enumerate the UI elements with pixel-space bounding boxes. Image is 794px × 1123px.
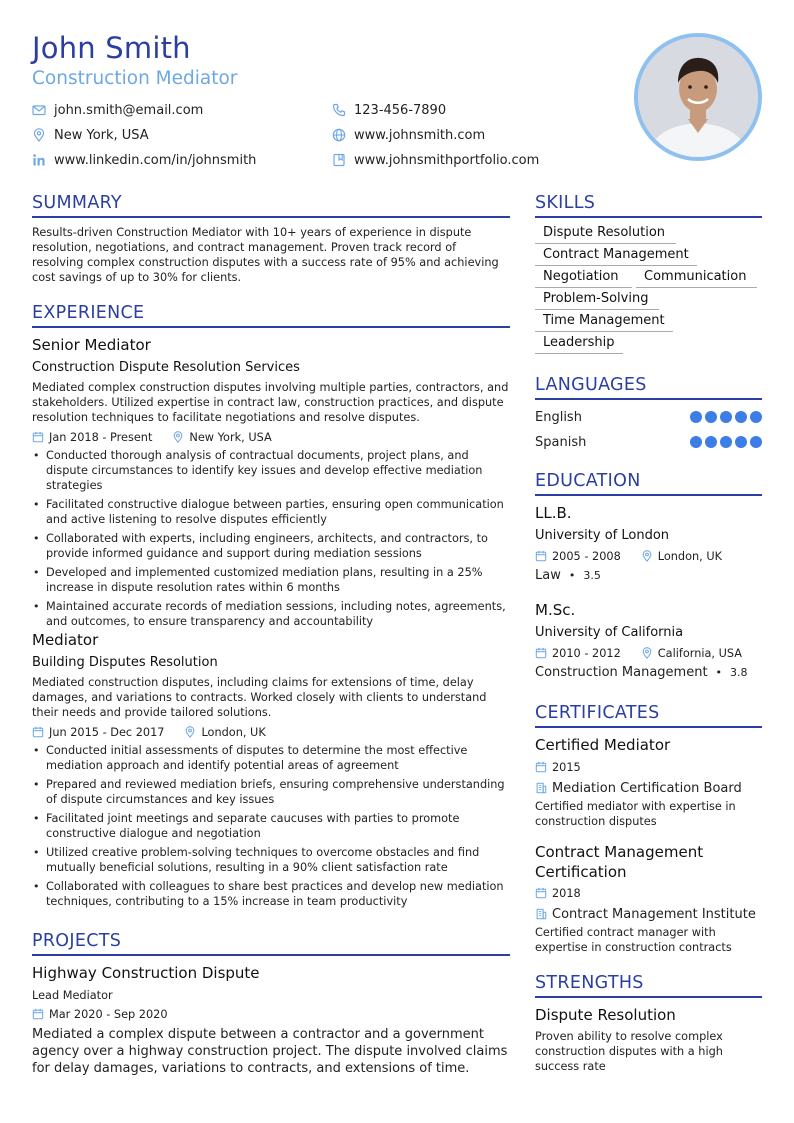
- project-title: Highway Construction Dispute: [32, 964, 260, 982]
- edu-gpa: 3.8: [730, 666, 748, 679]
- strength-name: Dispute Resolution: [535, 1006, 676, 1024]
- calendar-icon: [535, 647, 547, 659]
- calendar-icon: [535, 761, 547, 773]
- list-item: • Collaborated with experts, including engineers, architects, and contractors, to provide informed guidance and support during mediation sessions: [32, 531, 512, 561]
- calendar-icon: [32, 431, 44, 443]
- email-text[interactable]: john.smith@email.com: [54, 102, 204, 118]
- job-description: Mediated complex construction disputes involving multiple parties, contractors, and stakeholders. Utilized expertise in contract law, construction practices, and dispute resolution techniques to facilitate negotiations and resolve disputes.: [32, 381, 509, 424]
- skill-tag: Problem-Solving: [535, 291, 659, 310]
- map-pin-icon: [184, 726, 196, 738]
- list-item: • Conducted initial assessments of disputes to determine the most effective mediation approach and identify potential areas of agreement: [32, 743, 512, 773]
- edu-dates: 2010 - 2012: [552, 646, 621, 660]
- job-title: Senior Mediator: [32, 336, 151, 354]
- proficiency-dot: [705, 411, 717, 423]
- certificate-year-row: [535, 886, 581, 900]
- proficiency-dot: [690, 411, 702, 423]
- skill-tag: Communication: [636, 269, 757, 288]
- edu-degree: LL.B.: [535, 504, 572, 522]
- certificate-year: 2015: [552, 760, 581, 774]
- list-item: • Maintained accurate records of mediation sessions, including notes, agreements, and outcomes, to ensure transparency and accountability: [32, 599, 512, 629]
- globe-icon: [332, 128, 346, 142]
- contact-phone[interactable]: [332, 102, 446, 118]
- proficiency-dot: [750, 411, 762, 423]
- bookmark-icon: [332, 153, 346, 167]
- proficiency-dot: [690, 436, 702, 448]
- edu-meta: [535, 549, 722, 563]
- contact-portfolio[interactable]: [332, 152, 539, 168]
- linkedin-link[interactable]: www.linkedin.com/in/johnsmith: [54, 152, 257, 168]
- edu-dates: 2005 - 2008: [552, 549, 621, 563]
- skill-tag: Negotiation: [535, 269, 632, 288]
- proficiency-dot: [750, 436, 762, 448]
- language-row: [535, 434, 762, 450]
- job-dates: Jun 2015 - Dec 2017: [49, 725, 165, 739]
- job-description: Mediated construction disputes, including claims for extensions of time, delay damages, and variations to contracts. Worked closely with clients to understand their needs and provide tailored solutions.: [32, 676, 487, 719]
- proficiency-dot: [705, 436, 717, 448]
- certificate-year: 2018: [552, 886, 581, 900]
- skill-tag: Dispute Resolution: [535, 225, 676, 244]
- certificate-issuer-row: [535, 906, 756, 922]
- edu-school: University of London: [535, 528, 670, 543]
- edu-degree: M.Sc.: [535, 601, 576, 619]
- edu-field: Construction Management: [535, 665, 708, 680]
- language-row: [535, 409, 762, 425]
- website-link[interactable]: www.johnsmith.com: [354, 127, 486, 143]
- job-achievements: [32, 448, 512, 633]
- phone-icon: [332, 103, 346, 117]
- certificate-name: Contract Management Certification: [535, 843, 704, 881]
- section-title-strengths: STRENGTHS: [535, 974, 762, 998]
- edu-field-row: Construction Management • 3.8: [535, 665, 748, 680]
- proficiency-dot: [720, 411, 732, 423]
- job-company: Building Disputes Resolution: [32, 655, 218, 670]
- job-company: Construction Dispute Resolution Services: [32, 360, 300, 375]
- list-item: • Developed and implemented customized mediation plans, resulting in a 25% increase in dispute resolution rates within 6 months: [32, 565, 512, 595]
- person-portrait-icon: [638, 37, 758, 157]
- job-achievements: [32, 743, 512, 913]
- section-title-projects: PROJECTS: [32, 932, 510, 956]
- certificate-name: Certified Mediator: [535, 736, 671, 754]
- contact-linkedin[interactable]: [32, 152, 256, 168]
- certificate-year-row: [535, 760, 581, 774]
- building-icon: [535, 908, 547, 920]
- section-title-certificates: CERTIFICATES: [535, 704, 762, 728]
- contact-website[interactable]: [332, 127, 485, 143]
- section-title-experience: EXPERIENCE: [32, 304, 510, 328]
- phone-text[interactable]: 123-456-7890: [354, 102, 447, 118]
- edu-location: London, UK: [657, 549, 723, 563]
- list-item: • Utilized creative problem-solving techniques to overcome obstacles and find mutually beneficial solutions, resulting in a 90% client satisfaction rate: [32, 845, 512, 875]
- profile-photo: [634, 33, 762, 161]
- list-item: • Prepared and reviewed mediation briefs, ensuring comprehensive understanding of dispute circumstances and key issues: [32, 777, 512, 807]
- edu-school: University of California: [535, 625, 684, 640]
- language-level-dots: [690, 411, 762, 423]
- list-item: • Facilitated joint meetings and separate caucuses with parties to promote constructive dialogue and negotiation: [32, 811, 512, 841]
- job-meta: [32, 725, 266, 739]
- job-location: New York, USA: [189, 430, 272, 444]
- language-name: Spanish: [535, 434, 587, 450]
- section-title-summary: SUMMARY: [32, 194, 510, 218]
- job-title: Mediator: [32, 631, 99, 649]
- calendar-icon: [535, 550, 547, 562]
- strength-description: Proven ability to resolve complex construction disputes with a high success rate: [535, 1030, 723, 1073]
- certificate-issuer-row: [535, 780, 742, 796]
- certificate-description: Certified mediator with expertise in construction disputes: [535, 800, 736, 828]
- section-title-skills: SKILLS: [535, 194, 762, 218]
- calendar-icon: [32, 726, 44, 738]
- job-dates: Jan 2018 - Present: [49, 430, 153, 444]
- list-item: • Conducted thorough analysis of contractual documents, project plans, and dispute circumstances to identify key issues and develop effective mediation strategies: [32, 448, 512, 493]
- calendar-icon: [32, 1008, 44, 1020]
- contact-location: [32, 127, 149, 143]
- project-role: Lead Mediator: [32, 989, 113, 1002]
- skill-tag: Contract Management: [535, 247, 697, 266]
- proficiency-dot: [735, 411, 747, 423]
- map-pin-icon: [641, 647, 653, 659]
- map-pin-icon: [641, 550, 653, 562]
- person-name: John Smith: [32, 31, 191, 65]
- job-location: London, UK: [201, 725, 266, 739]
- edu-location: California, USA: [657, 646, 742, 660]
- certificate-issuer: Contract Management Institute: [552, 906, 756, 922]
- location-text: New York, USA: [54, 127, 149, 143]
- contact-email[interactable]: [32, 102, 203, 118]
- edu-meta: [535, 646, 742, 660]
- list-item: • Facilitated constructive dialogue between parties, ensuring open communication and active listening to resolve disputes efficiently: [32, 497, 512, 527]
- proficiency-dot: [735, 436, 747, 448]
- envelope-icon: [32, 103, 46, 117]
- edu-gpa: 3.5: [583, 569, 601, 582]
- portfolio-link[interactable]: www.johnsmithportfolio.com: [354, 152, 540, 168]
- map-pin-icon: [172, 431, 184, 443]
- edu-field: Law: [535, 568, 561, 583]
- linkedin-icon: [32, 153, 46, 167]
- skill-tag: Time Management: [535, 313, 673, 332]
- project-description: Mediated a complex dispute between a contractor and a government agency over a highway construction project. The dispute involved claims for delay damages, variations to contracts, and extensions of time.: [32, 1027, 508, 1076]
- person-role: Construction Mediator: [32, 68, 238, 89]
- certificate-description: Certified contract manager with expertise in construction contracts: [535, 926, 732, 954]
- proficiency-dot: [720, 436, 732, 448]
- building-icon: [535, 782, 547, 794]
- project-meta: [32, 1007, 168, 1021]
- language-name: English: [535, 409, 582, 425]
- certificate-issuer: Mediation Certification Board: [552, 780, 742, 796]
- section-title-languages: LANGUAGES: [535, 376, 762, 400]
- summary-text: Results-driven Construction Mediator with 10+ years of experience in dispute resolution, negotiations, and contract management. Proven track record of resolving complex construction disputes with a success rate of 95% and achieving cost savings of up to 30% for clients.: [32, 226, 499, 284]
- project-dates: Mar 2020 - Sep 2020: [49, 1007, 168, 1021]
- job-meta: [32, 430, 272, 444]
- map-pin-icon: [32, 128, 46, 142]
- list-item: • Collaborated with colleagues to share best practices and develop new mediation techniques, contributing to a 15% increase in team productivity: [32, 879, 512, 909]
- section-title-education: EDUCATION: [535, 472, 762, 496]
- calendar-icon: [535, 887, 547, 899]
- edu-field-row: Law • 3.5: [535, 568, 601, 583]
- skill-tag: Leadership: [535, 335, 623, 354]
- language-level-dots: [690, 436, 762, 448]
